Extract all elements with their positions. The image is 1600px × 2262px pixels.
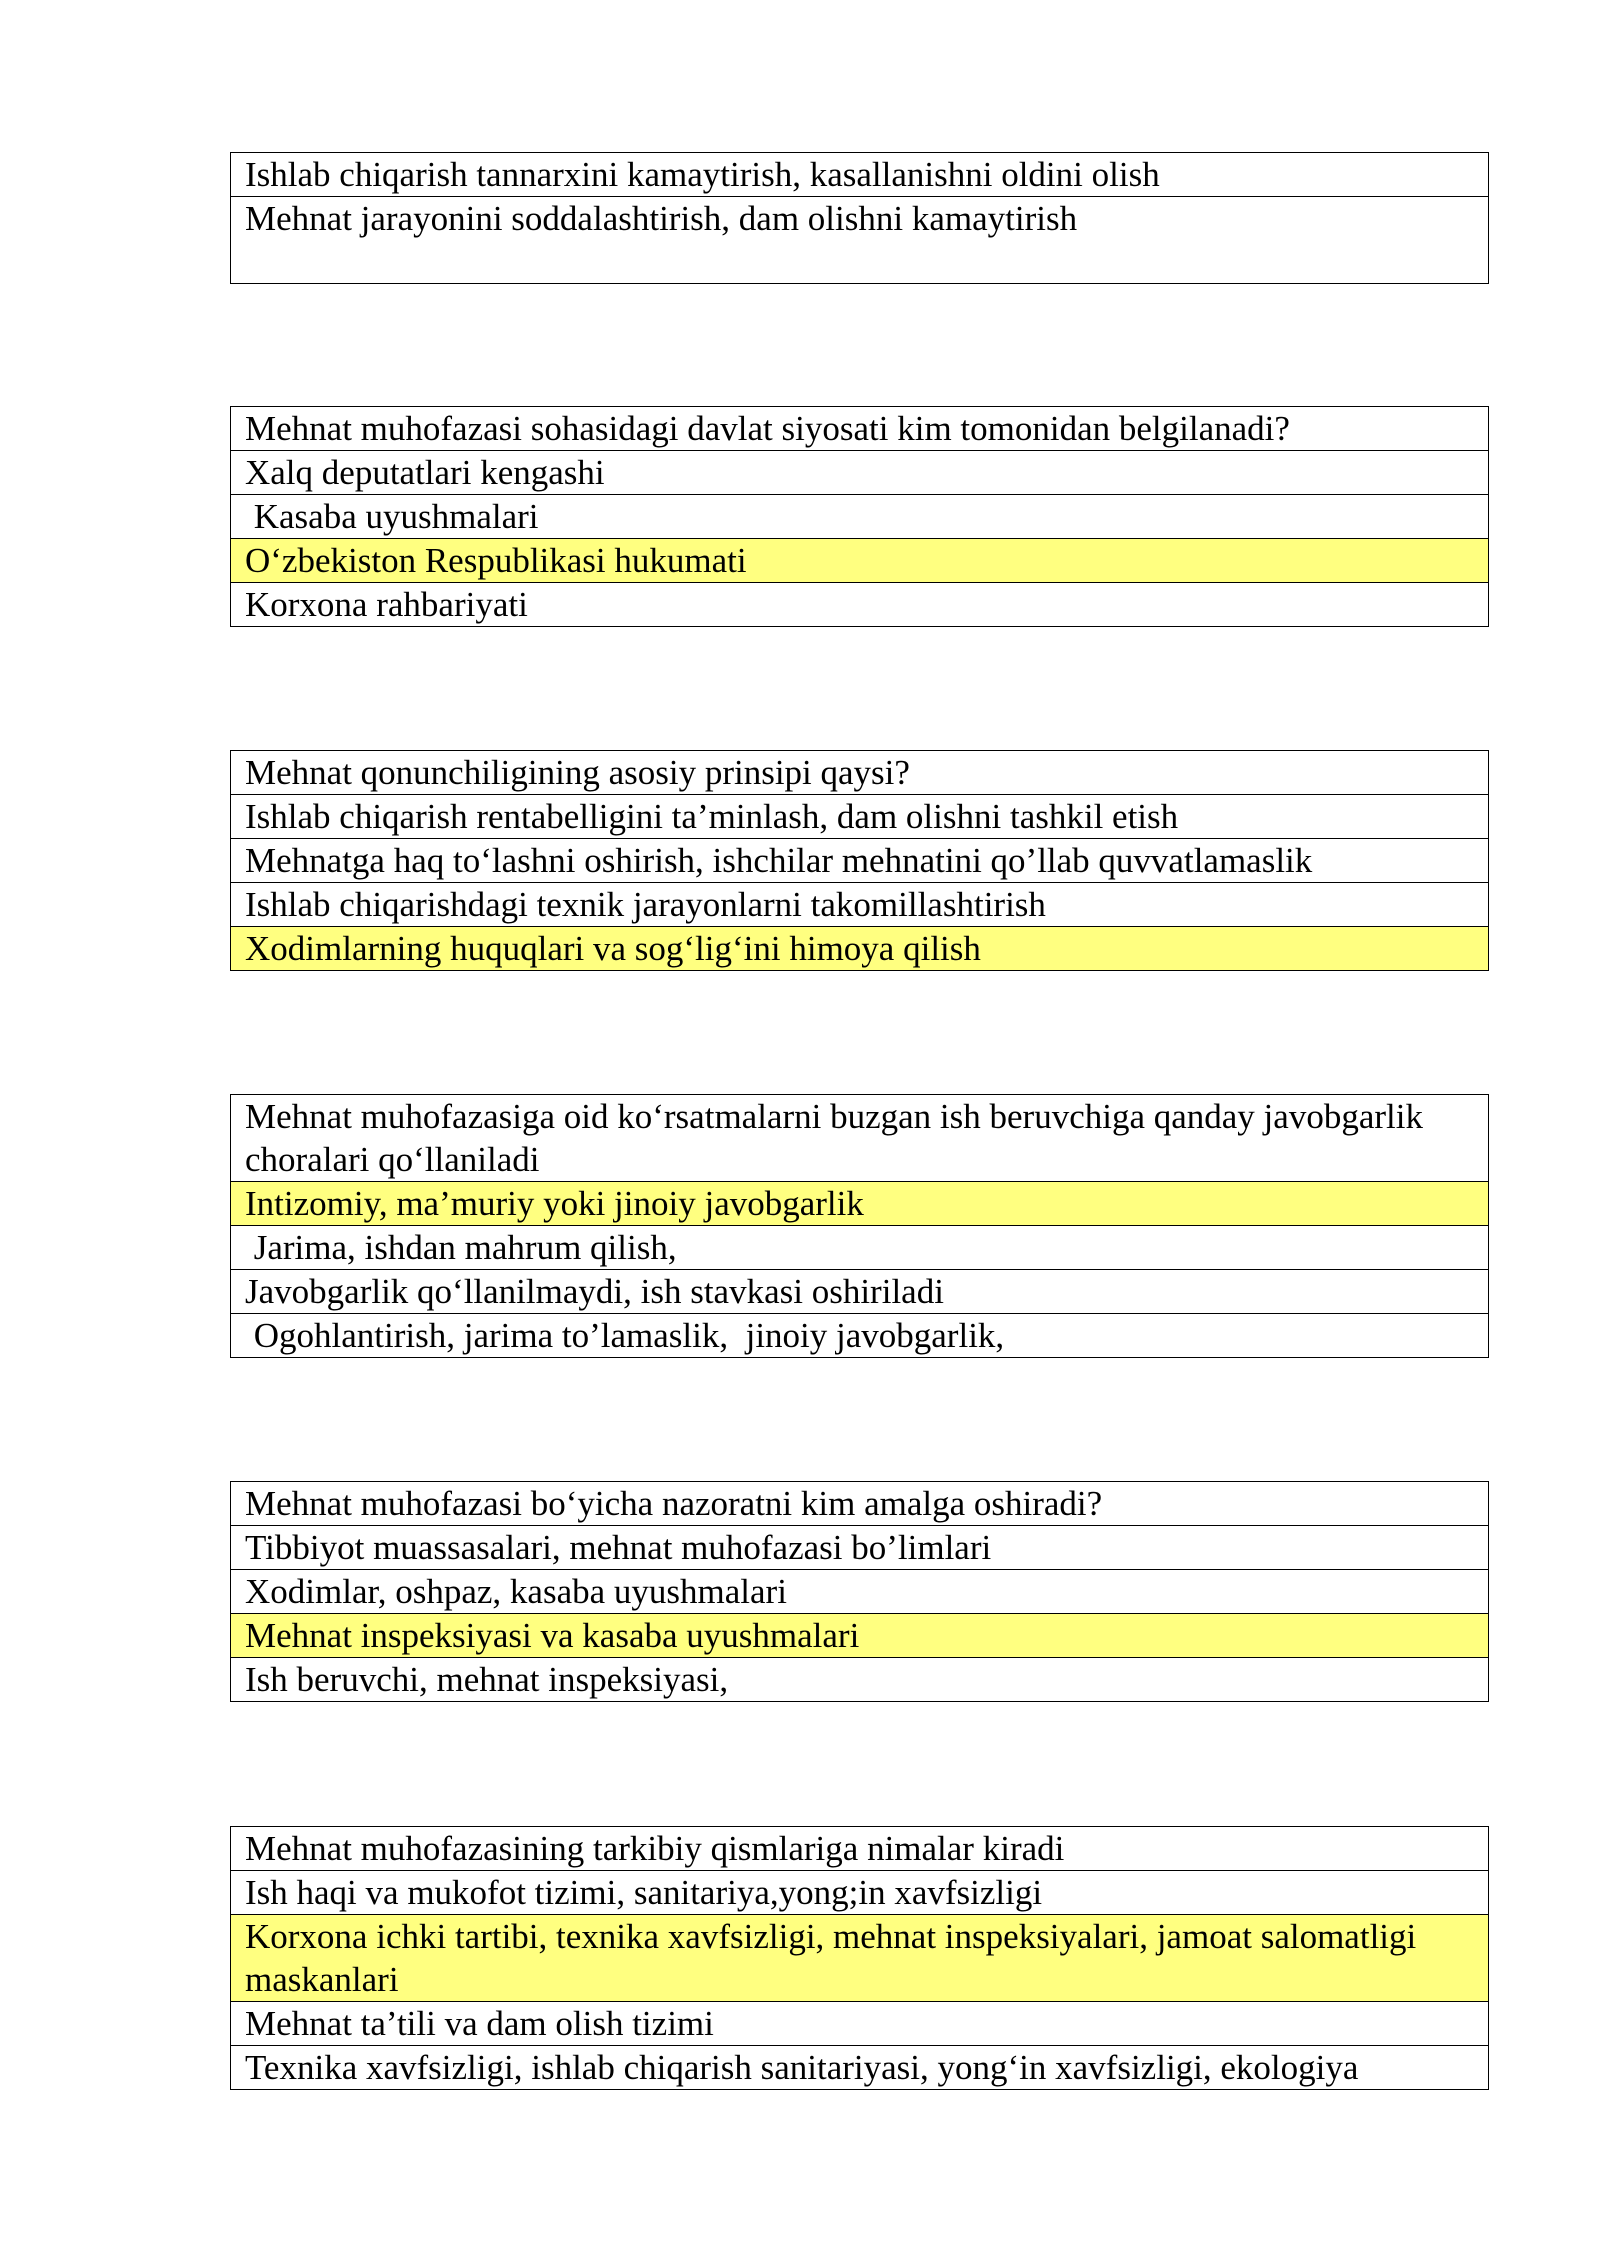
- answer-option-correct: Xodimlarning huquqlari va sog‘lig‘ini himoya qilish: [231, 927, 1489, 971]
- answer-option-correct: Korxona ichki tartibi, texnika xavfsizligi, mehnat inspeksiyalari, jamoat salomatligi maskanlari: [231, 1915, 1489, 2002]
- answer-option: Ish haqi va mukofot tizimi, sanitariya,yong;in xavfsizligi: [231, 1871, 1489, 1915]
- answer-row: [231, 1314, 1489, 1358]
- answer-row: [231, 1871, 1489, 1915]
- answer-row: [231, 451, 1489, 495]
- correct-answer-row: [231, 1182, 1489, 1226]
- answer-row: [231, 2046, 1489, 2090]
- answer-row: [231, 583, 1489, 627]
- question-block-6: [230, 1826, 1489, 2090]
- question-row: [231, 407, 1489, 451]
- question-row: [231, 751, 1489, 795]
- answer-option: Korxona rahbariyati: [231, 583, 1489, 627]
- correct-answer-row: [231, 927, 1489, 971]
- question-text: Mehnat muhofazasi bo‘yicha nazoratni kim amalga oshiradi?: [231, 1482, 1489, 1526]
- answer-option: Tibbiyot muassasalari, mehnat muhofazasi bo’limlari: [231, 1526, 1489, 1570]
- answer-row: [231, 883, 1489, 927]
- answer-option-correct: O‘zbekiston Respublikasi hukumati: [231, 539, 1489, 583]
- question-text: Mehnat muhofazasining tarkibiy qismlariga nimalar kiradi: [231, 1827, 1489, 1871]
- question-block-3: [230, 750, 1489, 971]
- answer-option: Ishlab chiqarishdagi texnik jarayonlarni takomillashtirish: [231, 883, 1489, 927]
- answer-option: Jarima, ishdan mahrum qilish,: [231, 1226, 1489, 1270]
- answer-row: [231, 1226, 1489, 1270]
- answer-option: Ishlab chiqarish rentabelligini ta’minlash, dam olishni tashkil etish: [231, 795, 1489, 839]
- question-text: Mehnat qonunchiligining asosiy prinsipi qaysi?: [231, 751, 1489, 795]
- question-text: Mehnat muhofazasi sohasidagi davlat siyosati kim tomonidan belgilanadi?: [231, 407, 1489, 451]
- correct-answer-row: [231, 539, 1489, 583]
- answer-row: [231, 197, 1489, 284]
- answer-option: Xodimlar, oshpaz, kasaba uyushmalari: [231, 1570, 1489, 1614]
- question-block-2: [230, 406, 1489, 627]
- answer-option: Mehnat ta’tili va dam olish tizimi: [231, 2002, 1489, 2046]
- answer-option: Mehnat jarayonini soddalashtirish, dam olishni kamaytirish: [231, 197, 1489, 284]
- question-block-5: [230, 1481, 1489, 1702]
- answer-option: Xalq deputatlari kengashi: [231, 451, 1489, 495]
- answer-option: Kasaba uyushmalari: [231, 495, 1489, 539]
- answer-row: [231, 1658, 1489, 1702]
- answer-row: [231, 2002, 1489, 2046]
- answer-row: [231, 153, 1489, 197]
- answer-row: [231, 1570, 1489, 1614]
- answer-row: [231, 795, 1489, 839]
- answer-row: [231, 839, 1489, 883]
- question-block-1: [230, 152, 1489, 284]
- question-row: [231, 1482, 1489, 1526]
- question-block-4: [230, 1094, 1489, 1358]
- answer-option: Ogohlantirish, jarima to’lamaslik, jinoiy javobgarlik,: [231, 1314, 1489, 1358]
- question-text: Mehnat muhofazasiga oid ko‘rsatmalarni buzgan ish beruvchiga qanday javobgarlik choralari qo‘llaniladi: [231, 1095, 1489, 1182]
- answer-option: Mehnatga haq to‘lashni oshirish, ishchilar mehnatini qo’llab quvvatlamaslik: [231, 839, 1489, 883]
- answer-row: [231, 1526, 1489, 1570]
- answer-option: Ish beruvchi, mehnat inspeksiyasi,: [231, 1658, 1489, 1702]
- correct-answer-row: [231, 1915, 1489, 2002]
- answer-option: Javobgarlik qo‘llanilmaydi, ish stavkasi oshiriladi: [231, 1270, 1489, 1314]
- answer-option-correct: Intizomiy, ma’muriy yoki jinoiy javobgarlik: [231, 1182, 1489, 1226]
- correct-answer-row: [231, 1614, 1489, 1658]
- answer-option: Texnika xavfsizligi, ishlab chiqarish sanitariyasi, yong‘in xavfsizligi, ekologiya: [231, 2046, 1489, 2090]
- answer-row: [231, 495, 1489, 539]
- answer-option: Ishlab chiqarish tannarxini kamaytirish, kasallanishni oldini olish: [231, 153, 1489, 197]
- question-row: [231, 1827, 1489, 1871]
- answer-row: [231, 1270, 1489, 1314]
- answer-option-correct: Mehnat inspeksiyasi va kasaba uyushmalari: [231, 1614, 1489, 1658]
- question-row: [231, 1095, 1489, 1182]
